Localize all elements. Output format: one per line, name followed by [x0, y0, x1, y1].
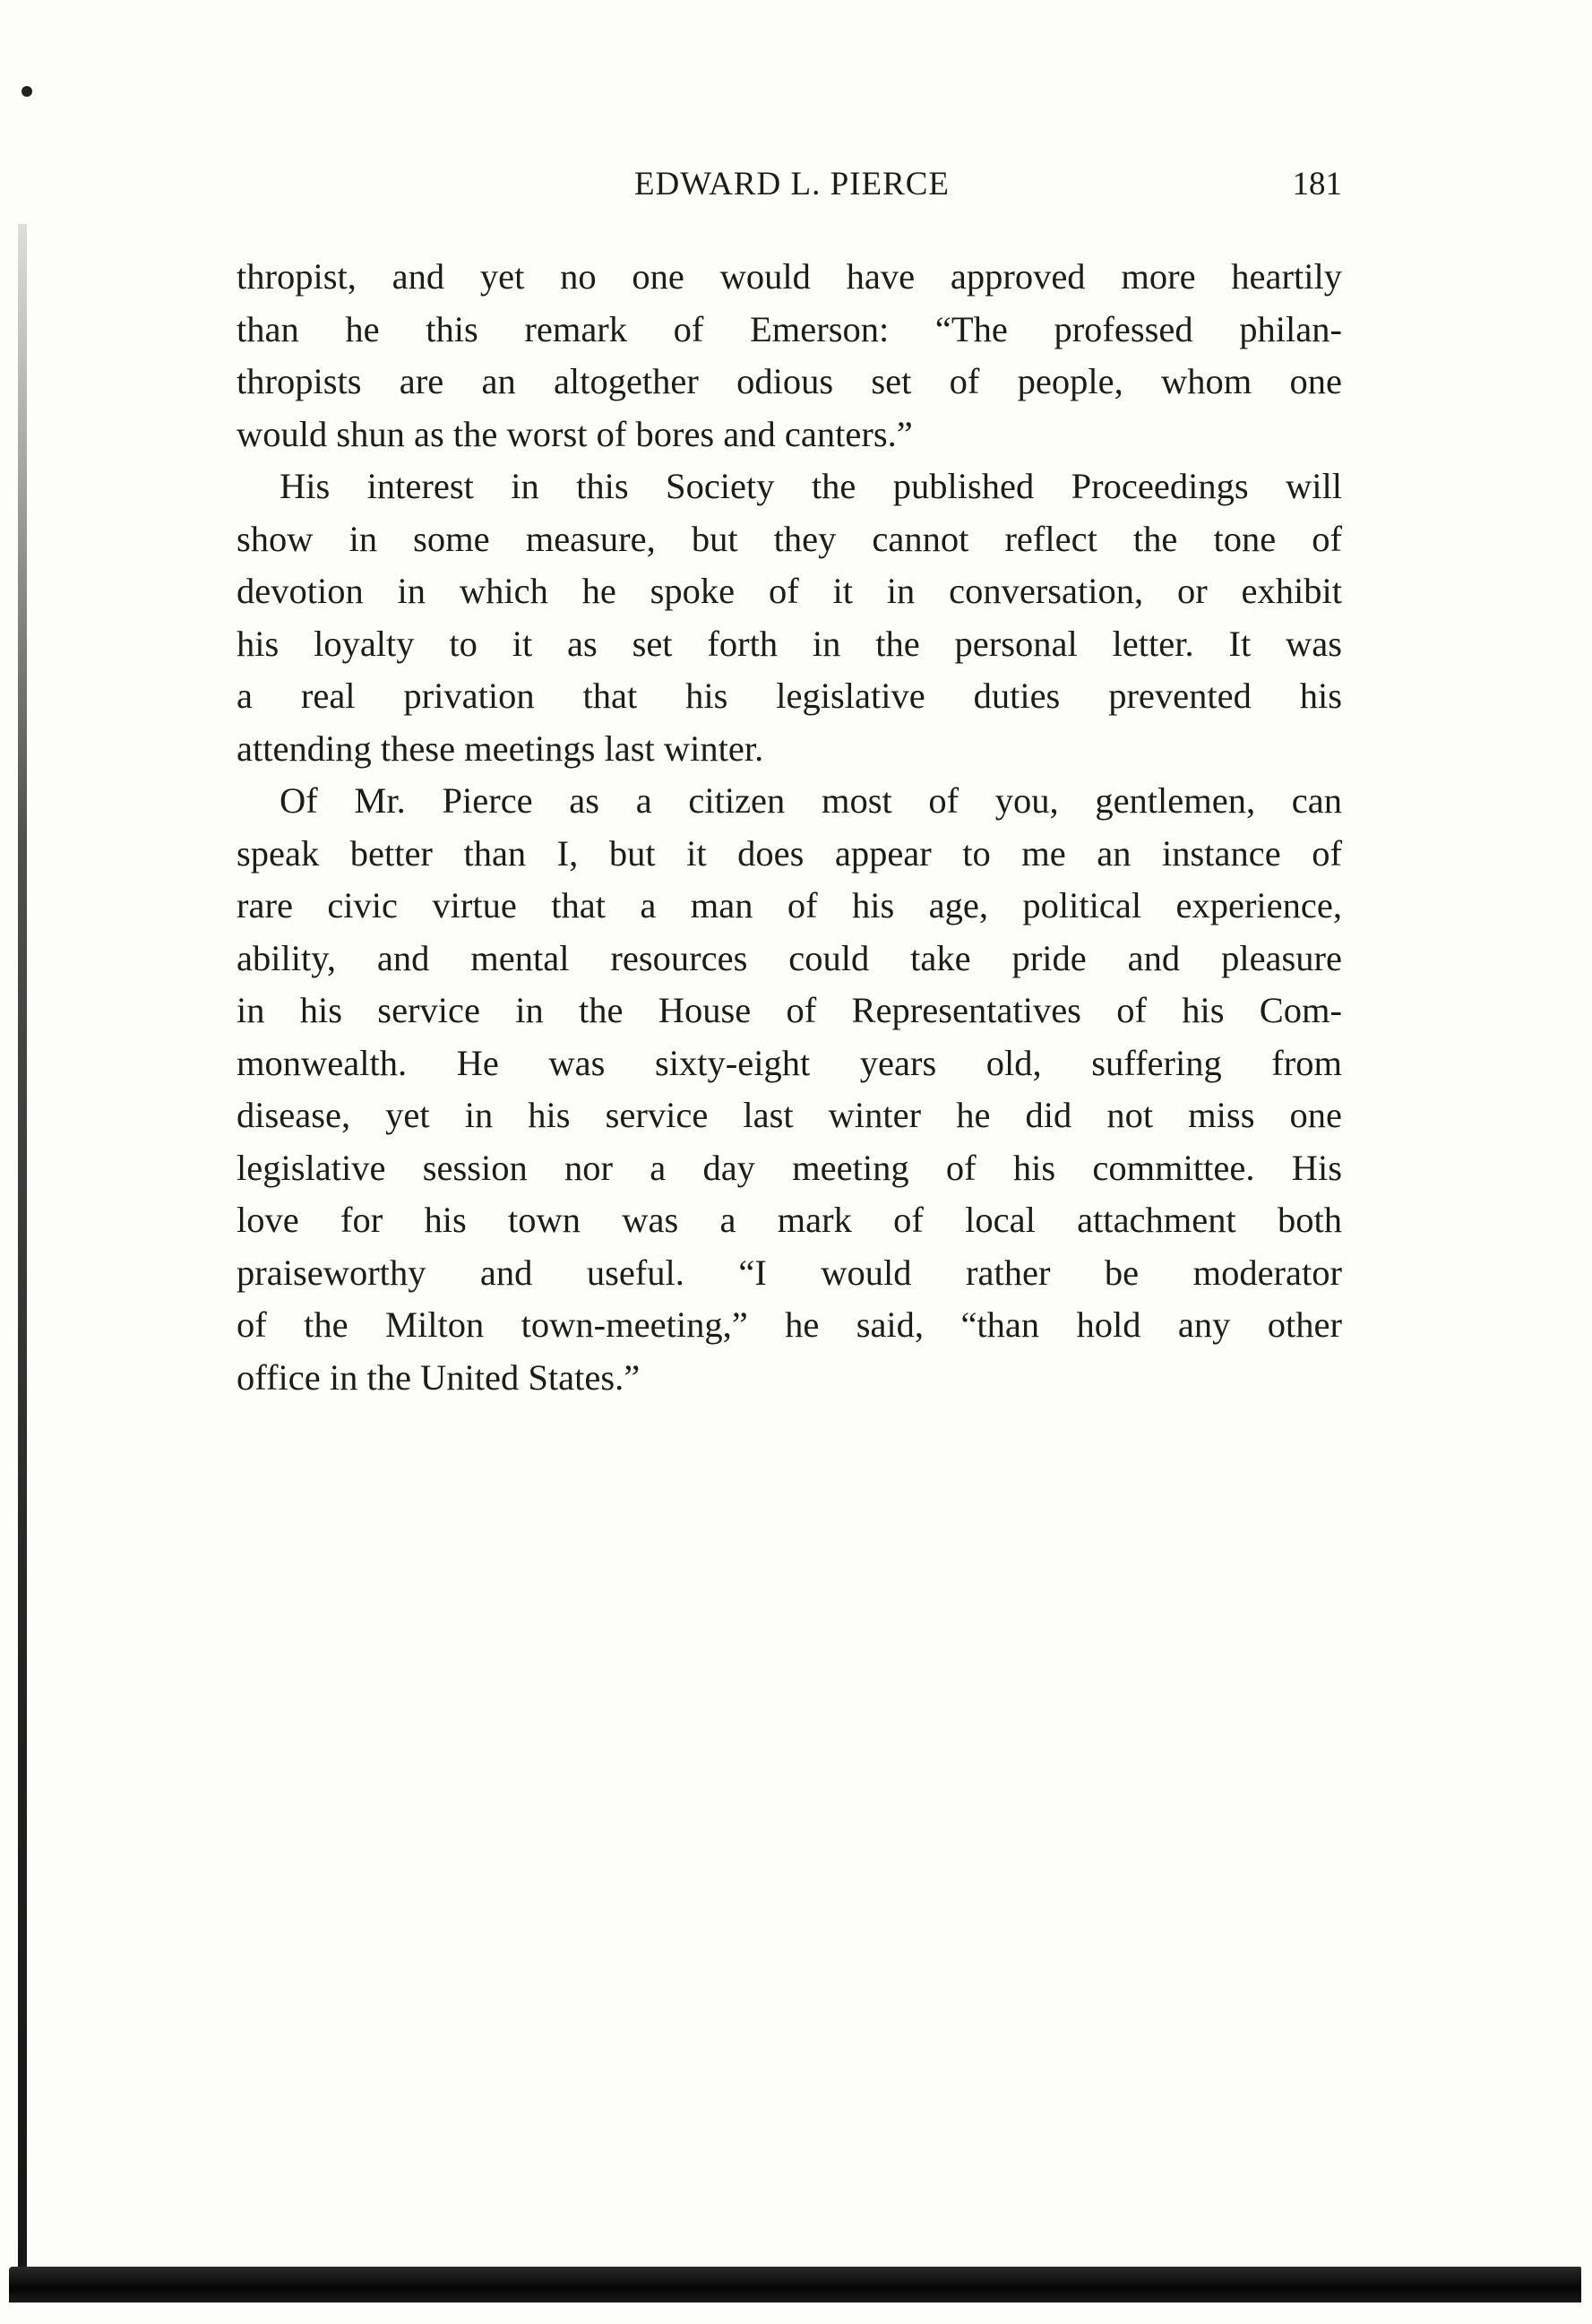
text-line: show in some measure, but they cannot reflect the tone of [237, 518, 1342, 559]
text-line: thropists are an altogether odious set of people, whom one [237, 361, 1342, 401]
text-line: Of Mr. Pierce as a citizen most of you, gentlemen, can [280, 780, 1342, 821]
running-head: EDWARD L. PIERCE [633, 166, 951, 202]
text-line: in his service in the House of Representatives of his Com- [237, 990, 1342, 1030]
scan-speck [22, 86, 32, 97]
paragraph-society-interest [237, 460, 1342, 775]
text-line: a real privation that his legislative duties prevented his [237, 676, 1342, 716]
text-line: thropist, and yet no one would have approved more heartily [237, 256, 1342, 297]
text-line: speak better than I, but it does appear to me an instance of [237, 832, 1342, 874]
page-number: 181 [1292, 166, 1342, 202]
text-line: his loyalty to it as set forth in the personal letter. It was [237, 623, 1342, 664]
text-line: of the Milton town-meeting,” he said, “than hold any other [237, 1304, 1342, 1345]
text-line: love for his town was a mark of local attachment both [237, 1200, 1342, 1240]
page-bottom-shadow [9, 2267, 1581, 2302]
text-line: praiseworthy and useful. “I would rather be moderator [237, 1252, 1342, 1293]
text-line: His interest in this Society the published Proceedings will [280, 466, 1342, 506]
body-text [237, 251, 1342, 1404]
text-line: disease, yet in his service last winter he did not miss one [237, 1095, 1342, 1135]
text-line: devotion in which he spoke of it in conversation, or exhibit [237, 571, 1342, 611]
text-line: attending these meetings last winter. [237, 727, 764, 769]
text-line: legislative session nor a day meeting of his committee. His [237, 1147, 1342, 1188]
paragraph-citizen [237, 775, 1342, 1404]
page-header [242, 165, 1342, 211]
paragraph-continuation [237, 251, 1342, 460]
text-line: than he this remark of Emerson: “The professed philan- [237, 308, 1342, 349]
text-line: would shun as the worst of bores and canters.” [237, 413, 913, 454]
binding-shadow [18, 224, 27, 2294]
text-line: rare civic virtue that a man of his age, political experience, [237, 885, 1342, 925]
text-line: office in the United States.” [237, 1356, 641, 1398]
text-line: ability, and mental resources could take pride and pleasure [237, 937, 1342, 978]
text-line: monwealth. He was sixty-eight years old, suffering from [237, 1042, 1342, 1083]
